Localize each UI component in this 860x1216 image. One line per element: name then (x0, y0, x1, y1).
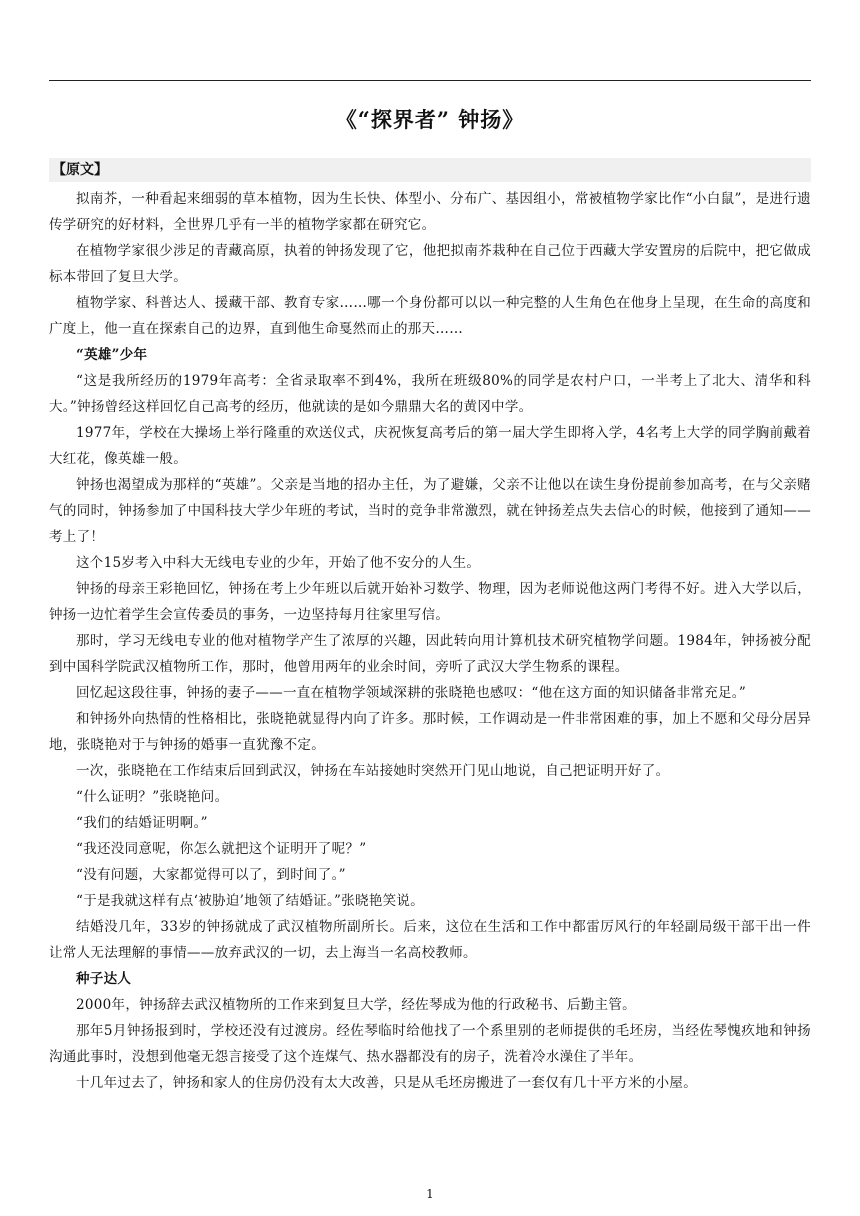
article-body (49, 186, 811, 1096)
body-paragraph: “没有问题，大家都觉得可以了，到时间了。” (76, 867, 346, 883)
body-paragraph: “我们的结婚证明啊。” (76, 815, 208, 831)
body-paragraph: 钟扬的母亲王彩艳回忆，钟扬在考上少年班以后就开始补习数学、物理，因为老师说他这两门考得不好。进入大学以后，钟扬一边忙着学生会宣传委员的事务，一边坚持每月往家里写信。 (49, 581, 811, 623)
body-paragraph: 在植物学家很少涉足的青藏高原，执着的钟扬发现了它，他把拟南芥栽种在自己位于西藏大学安置房的后院中，把它做成标本带回了复旦大学。 (49, 243, 811, 285)
page-number: 1 (426, 1187, 434, 1201)
body-paragraph: “这是我所经历的1979年高考：全省录取率不到4%，我所在班级80%的同学是农村户口，一半考上了北大、清华和科大。”钟扬曾经这样回忆自己高考的经历，他就读的是如今鼎鼎大名的黄冈中学。 (49, 373, 811, 415)
body-paragraph: 回忆起这段往事，钟扬的妻子——一直在植物学领域深耕的张晓艳也感叹：“他在这方面的知识储备非常充足。” (76, 685, 747, 701)
body-paragraph: 1977年，学校在大操场上举行隆重的欢送仪式，庆祝恢复高考后的第一届大学生即将入学，4名考上大学的同学胸前戴着大红花，像英雄一般。 (49, 425, 811, 467)
body-paragraph: 植物学家、科普达人、援藏干部、教育专家……哪一个身份都可以以一种完整的人生角色在他身上呈现，在生命的高度和广度上，他一直在探索自己的边界，直到他生命戛然而止的那天…… (49, 295, 811, 337)
document-title: 《“探界者” 钟扬》 (335, 107, 525, 132)
section-header-bar (49, 158, 811, 182)
body-paragraph: “于是我就这样有点‘被胁迫’地领了结婚证。”张晓艳笑说。 (76, 893, 425, 909)
body-paragraph: 十几年过去了，钟扬和家人的住房仍没有太大改善，只是从毛坯房搬进了一套仅有几十平方米的小屋。 (76, 1075, 697, 1091)
body-paragraph: 结婚没几年，33岁的钟扬就成了武汉植物所副所长。后来，这位在生活和工作中都雷厉风行的年轻副局级干部干出一件让常人无法理解的事情——放弃武汉的一切，去上海当一名高校教师。 (49, 919, 811, 961)
section-subheading: 种子达人 (76, 971, 132, 987)
body-paragraph: 那年5月钟扬报到时，学校还没有过渡房。经佐琴临时给他找了一个系里别的老师提供的毛坯房，当经佐琴愧疚地和钟扬沟通此事时，没想到他毫无怨言接受了这个连煤气、热水器都没有的房子，洗着冷水澡住了半年。 (49, 1023, 811, 1065)
header-rule (49, 80, 811, 81)
body-paragraph: 这个15岁考入中科大无线电专业的少年，开始了他不安分的人生。 (76, 555, 481, 571)
body-paragraph: 钟扬也渴望成为那样的“英雄”。父亲是当地的招办主任，为了避嫌，父亲不让他以在读生身份提前参加高考，在与父亲赌气的同时，钟扬参加了中国科技大学少年班的考试，当时的竞争非常激烈，就在钟扬差点失去信心的时候，他接到了通知——考上了！ (49, 477, 811, 545)
body-paragraph: “我还没同意呢，你怎么就把这个证明开了呢？” (76, 841, 367, 857)
section-label-original-text: 【原文】 (52, 162, 108, 178)
body-paragraph: 那时，学习无线电专业的他对植物学产生了浓厚的兴趣，因此转向用计算机技术研究植物学问题。1984年，钟扬被分配到中国科学院武汉植物所工作，那时，他曾用两年的业余时间，旁听了武汉大学生物系的课程。 (49, 633, 811, 675)
body-paragraph: 拟南芥，一种看起来细弱的草本植物，因为生长快、体型小、分布广、基因组小，常被植物学家比作“小白鼠”，是进行遗传学研究的好材料，全世界几乎有一半的植物学家都在研究它。 (49, 191, 811, 233)
body-paragraph: 一次，张晓艳在工作结束后回到武汉，钟扬在车站接她时突然开门见山地说，自己把证明开好了。 (76, 763, 670, 779)
body-paragraph: 2000年，钟扬辞去武汉植物所的工作来到复旦大学，经佐琴成为他的行政秘书、后勤主管。 (76, 997, 636, 1013)
body-paragraph: “什么证明？”张晓艳问。 (76, 789, 229, 805)
section-subheading: “英雄”少年 (76, 347, 148, 363)
body-paragraph: 和钟扬外向热情的性格相比，张晓艳就显得内向了许多。那时候，工作调动是一件非常困难的事，加上不愿和父母分居异地，张晓艳对于与钟扬的婚事一直犹豫不定。 (49, 711, 811, 753)
